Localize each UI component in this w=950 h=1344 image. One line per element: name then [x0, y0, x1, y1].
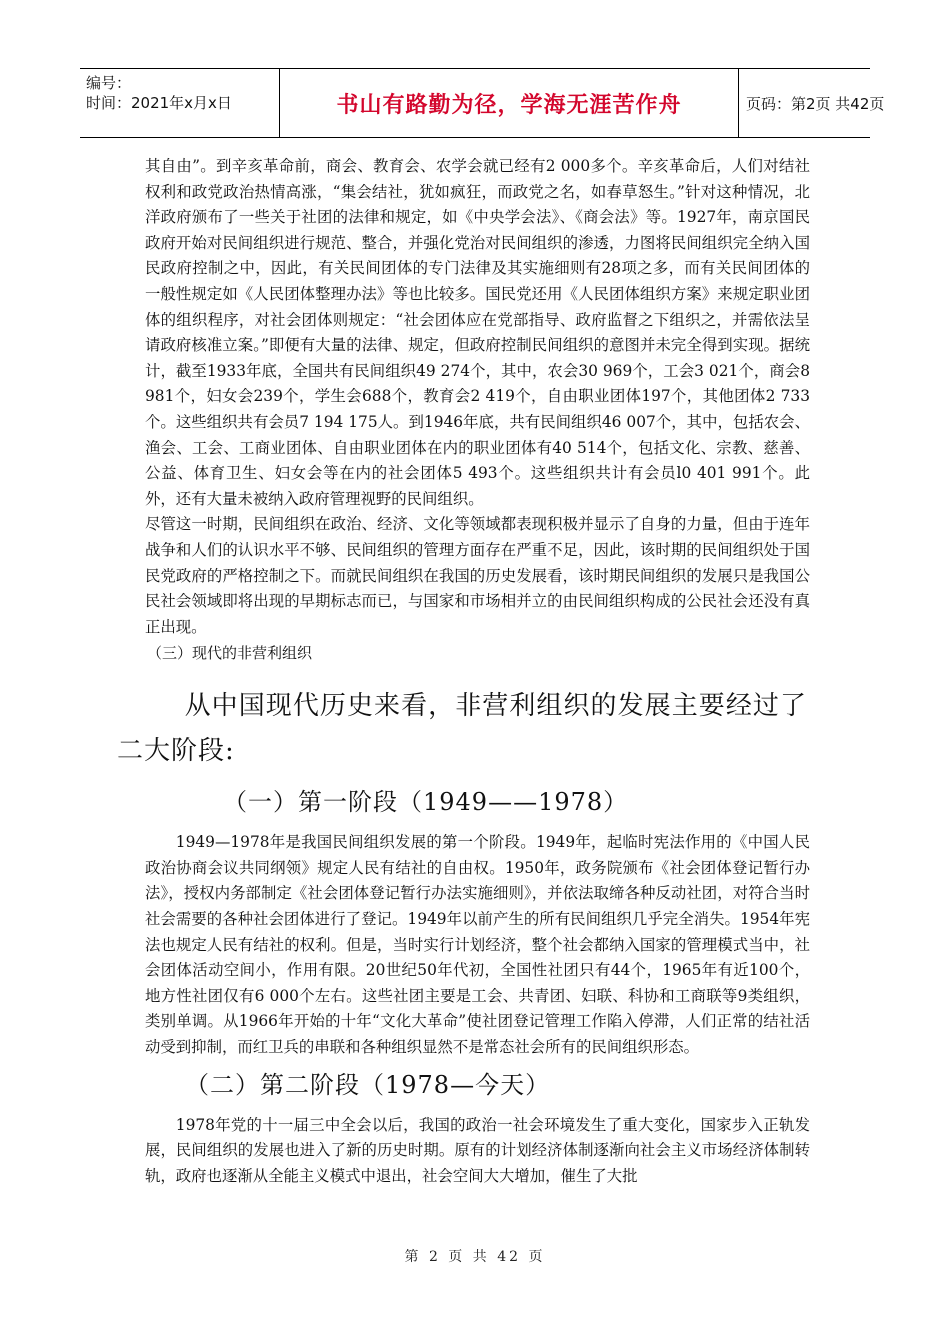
header-meta-cell [80, 69, 280, 137]
header-motto: 书山有路勤为径，学海无涯苦作舟 [280, 69, 739, 137]
paragraph-3: 1949—1978年是我国民间组织发展的第一个阶段。1949年，起临时宪法作用的《中国人民政治协商会议共同纲领》规定人民有结社的自由权。1950年，政务院颁布《社会团体登记暂行办法》，授权内务部制定《社会团体登记暂行办法实施细则》，并依法取缔各种反动社团，对符合当时社会需要的各种社会团体进行了登记。1949年以前产生的所有民间组织几乎完全消失。1954年宪法也规定人民有结社的权利。但是，当时实行计划经济，整个社会都纳入国家的管理模式当中，社会团体活动空间小，作用有限。20世纪50年代初，全国性社团只有44个，1965年有近100个，地方性社团仅有6 000个左右。这些社团主要是工会、共青团、妇联、科协和工商联等9类组织，类别单调。从1966年开始的十年“文化大革命”使社团登记管理工作陷入停滞，人们正常的结社活动受到抑制，而红卫兵的串联和各种组织显然不是常态社会所有的民间组织形态。 [145, 833, 810, 1057]
stage-1-heading: （一）第一阶段（1949——1978） [223, 788, 629, 817]
paragraph-1: 其自由”。到辛亥革命前，商会、教育会、农学会就已经有2 000多个。辛亥革命后，人们对结社权利和政党政治热情高涨，“集会结社，犹如疯狂，而政党之名，如春草怒生。”针对这种情况，北洋政府颁布了一些关于社团的法律和规定，如《中央学会法》、《商会法》等。1927年，南京国民政府开始对民间组织进行规范、整合，并强化党治对民间组织的渗透，力图将民间组织完全纳入国民政府控制之中，因此，有关民间团体的专门法律及其实施细则有28项之多，而有关民间团体的一般性规定如《人民团体整理办法》等也比较多。国民党还用《人民团体组织方案》来规定职业团体的组织程序，对社会团体则规定：“社会团体应在党部指导、政府监督之下组织之，并需依法呈请政府核准立案。”即便有大量的法律、规定，但政府控制民间组织的意图并未完全得到实现。据统计，截至1933年底，全国共有民间组织49 274个，其中，农会30 969个，工会3 021个，商会8 981个，妇女会239个，学生会688个，教育会2 419个，自由职业团体197个，其他团体2 733个。这些组织共有会员7 194 175人。到1946年底，共有民间组织46 007个，其中，包括农会、渔会、工会、工商业团体、自由职业团体在内的职业团体有40 514个，包括文化、宗教、慈善、公益、体育卫生、妇女会等在内的社会团体5 493个。这些组织共计有会员l0 401 991个。此外，还有大量未被纳入政府管理视野的民间组织。 [145, 157, 810, 508]
header-page-info: 页码：第2页 共42页 [746, 94, 885, 113]
header-table [80, 68, 885, 138]
paragraph-2: 尽管这一时期，民间组织在政治、经济、文化等领域都表现积极并显示了自身的力量，但由于连年战争和人们的认识水平不够、民间组织的管理方面存在严重不足，因此，该时期的民间组织处于国民党政府的严格控制之下。而就民间组织在我国的历史发展看，该时期民间组织的发展只是我国公民社会领域即将出现的早期标志而已，与国家和市场相并立的由民间组织构成的公民社会还没有真正出现。 [145, 515, 810, 636]
document-body [117, 154, 810, 1189]
serial-label: 编号： [86, 74, 132, 92]
big-intro: 从中国现代历史来看，非营利组织的发展主要经过了二大阶段: [117, 691, 807, 767]
stage-2-heading: （二）第二阶段（1978—今天） [185, 1070, 551, 1099]
page-footer: 第 2 页 共 42 页 [404, 1249, 546, 1265]
paragraph-4: 1978年党的十一届三中全会以后，我国的政治一社会环境发生了重大变化，国家步入正轨发展，民间组织的发展也进入了新的历史时期。原有的计划经济体制逐渐向社会主义市场经济体制转轨，政府也逐渐从全能主义模式中退出，社会空间大大增加，催生了大批 [145, 1115, 810, 1185]
section-3-heading: （三）现代的非营利组织 [147, 644, 313, 663]
time-label: 时间：2021年x月x日 [86, 94, 232, 112]
